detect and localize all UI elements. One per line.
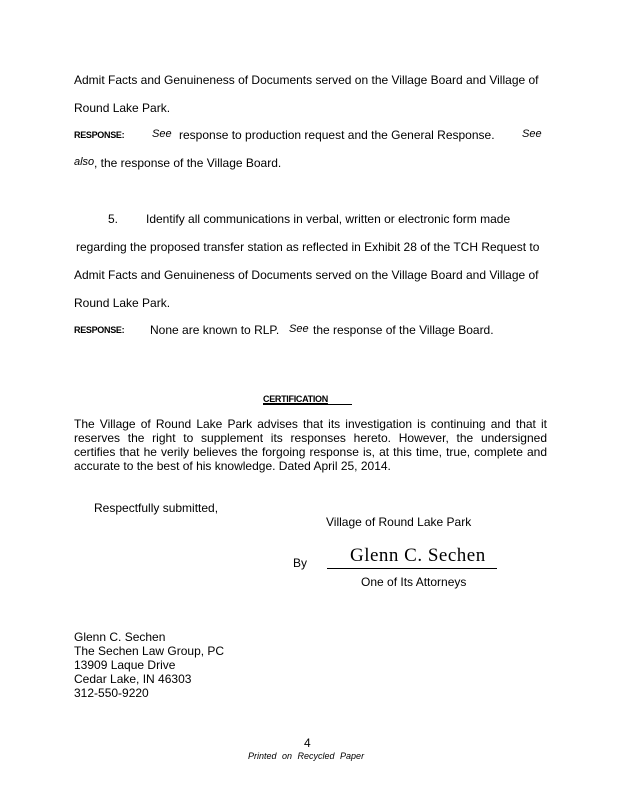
attorney-city: Cedar Lake, IN 46303 [74,672,192,686]
item-number: 5. [108,212,119,226]
body-line: Round Lake Park. [74,101,171,115]
body-line: Admit Facts and Genuineness of Documents served on the Village Board and Village of [74,73,539,87]
response-label: RESPONSE: [74,325,125,335]
body-line: regarding the proposed transfer station as reflected in Exhibit 28 of the TCH Request to [76,240,540,254]
respectfully-submitted: Respectfully submitted, [94,501,219,515]
attorney-phone: 312-550-9220 [74,686,149,700]
signature-line [327,568,497,569]
see-italic: See [152,128,172,140]
body-line: Identify all communications in verbal, written or electronic form made [146,212,511,226]
certification-paragraph: The Village of Round Lake Park advises that its investigation is continuing and that it reserves the right to supplement its responses hereto. However, the undersigned certifies that he verily believes the forgoing response is, at this time, true, complete and accurate to the best of his knowledge. Dated April 25, 2014. [74,417,547,473]
response-text: None are known to RLP. [150,323,280,337]
see-italic: See [522,128,542,140]
attorney-name: Glenn C. Sechen [74,630,166,644]
body-line: Round Lake Park. [74,296,171,310]
attorney-street: 13909 Laque Drive [74,658,176,672]
response-label: RESPONSE: [74,130,125,140]
response-text: , the response of the Village Board. [94,156,282,170]
party-name: Village of Round Lake Park [326,515,472,529]
response-text: the response of the Village Board. [313,323,494,337]
signature: Glenn C. Sechen [350,545,486,566]
attorney-firm: The Sechen Law Group, PC [74,644,225,658]
signatory-role: One of Its Attorneys [361,575,467,589]
by-label: By [293,556,308,570]
certification-heading: CERTIFICATION [263,395,352,405]
see-italic: See [289,323,309,335]
body-line: Admit Facts and Genuineness of Documents served on the Village Board and Village of [74,268,539,282]
also-italic: also [74,156,95,168]
response-text: response to production request and the General Response. [179,128,495,142]
page-number: 4 [304,736,311,750]
printed-note: Printed on Recycled Paper [248,751,365,761]
